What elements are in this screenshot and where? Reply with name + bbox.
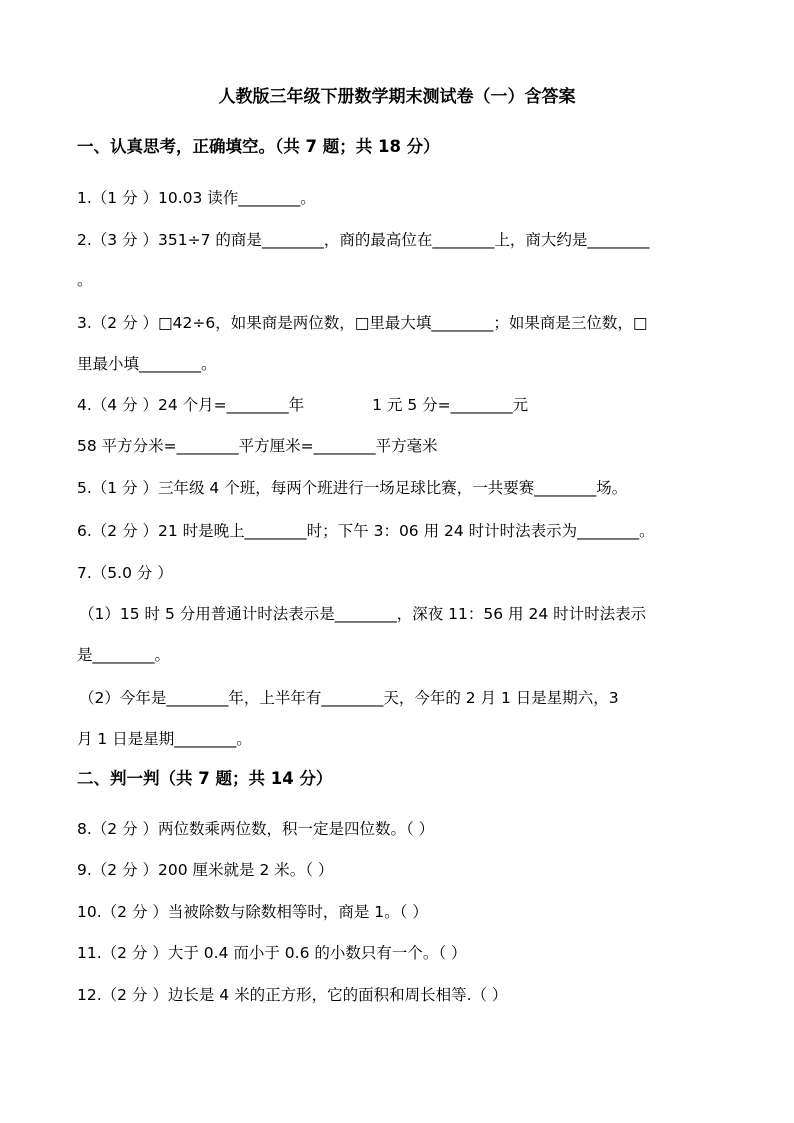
question-11: 11.（2 分 ）大于 0.4 而小于 0.6 的小数只有一个。（ ） [77,944,467,962]
question-3-continued: 里最小填________。 [77,355,217,373]
question-1: 1.（1 分 ）10.03 读作________。 [77,189,316,207]
question-4-continued: 58 平方分米=________平方厘米=________平方毫米 [77,437,438,455]
section-heading-fill-in: 一、认真思考，正确填空。（共 7 题；共 18 分） [77,137,440,156]
question-3: 3.（2 分 ）□42÷6，如果商是两位数，□里最大填________；如果商是三位数，□ [77,314,648,332]
question-7-part-2: （2）今年是________年，上半年有________天，今年的 2 月 1 日是星期六，3 [79,689,619,707]
page-title: 人教版三年级下册数学期末测试卷（一）含答案 [218,87,576,107]
question-2: 2.（3 分 ）351÷7 的商是________，商的最高位在________上，商大约是________ [77,231,650,249]
question-4 [77,392,528,418]
question-12: 12.（2 分 ）边长是 4 米的正方形，它的面积和周长相等.（ ） [77,986,508,1004]
question-10: 10.（2 分 ）当被除数与除数相等时，商是 1。（ ） [77,903,428,921]
question-6: 6.（2 分 ）21 时是晚上________时；下午 3：06 用 24 时计时法表示为________。 [77,522,655,540]
question-7-part-2-continued: 月 1 日是星期________。 [77,730,252,748]
question-4-part-b: 1 元 5 分=________元 [372,396,529,414]
question-7-part-1-continued: 是________。 [77,646,171,664]
question-5: 5.（1 分 ）三年级 4 个班，每两个班进行一场足球比赛，一共要赛________场。 [77,479,628,497]
question-7-part-1: （1）15 时 5 分用普通计时法表示是________，深夜 11：56 用 24 时计时法表示 [79,605,647,623]
section-heading-true-false: 二、判一判（共 7 题；共 14 分） [77,769,333,788]
question-9: 9.（2 分 ）200 厘米就是 2 米。（ ） [77,861,334,879]
question-7: 7.（5.0 分 ） [77,564,173,582]
question-8: 8.（2 分 ）两位数乘两位数，积一定是四位数。（ ） [77,820,435,838]
question-4-part-a: 4.（4 分 ）24 个月=________年 [77,396,305,414]
question-2-continued: 。 [77,271,93,289]
